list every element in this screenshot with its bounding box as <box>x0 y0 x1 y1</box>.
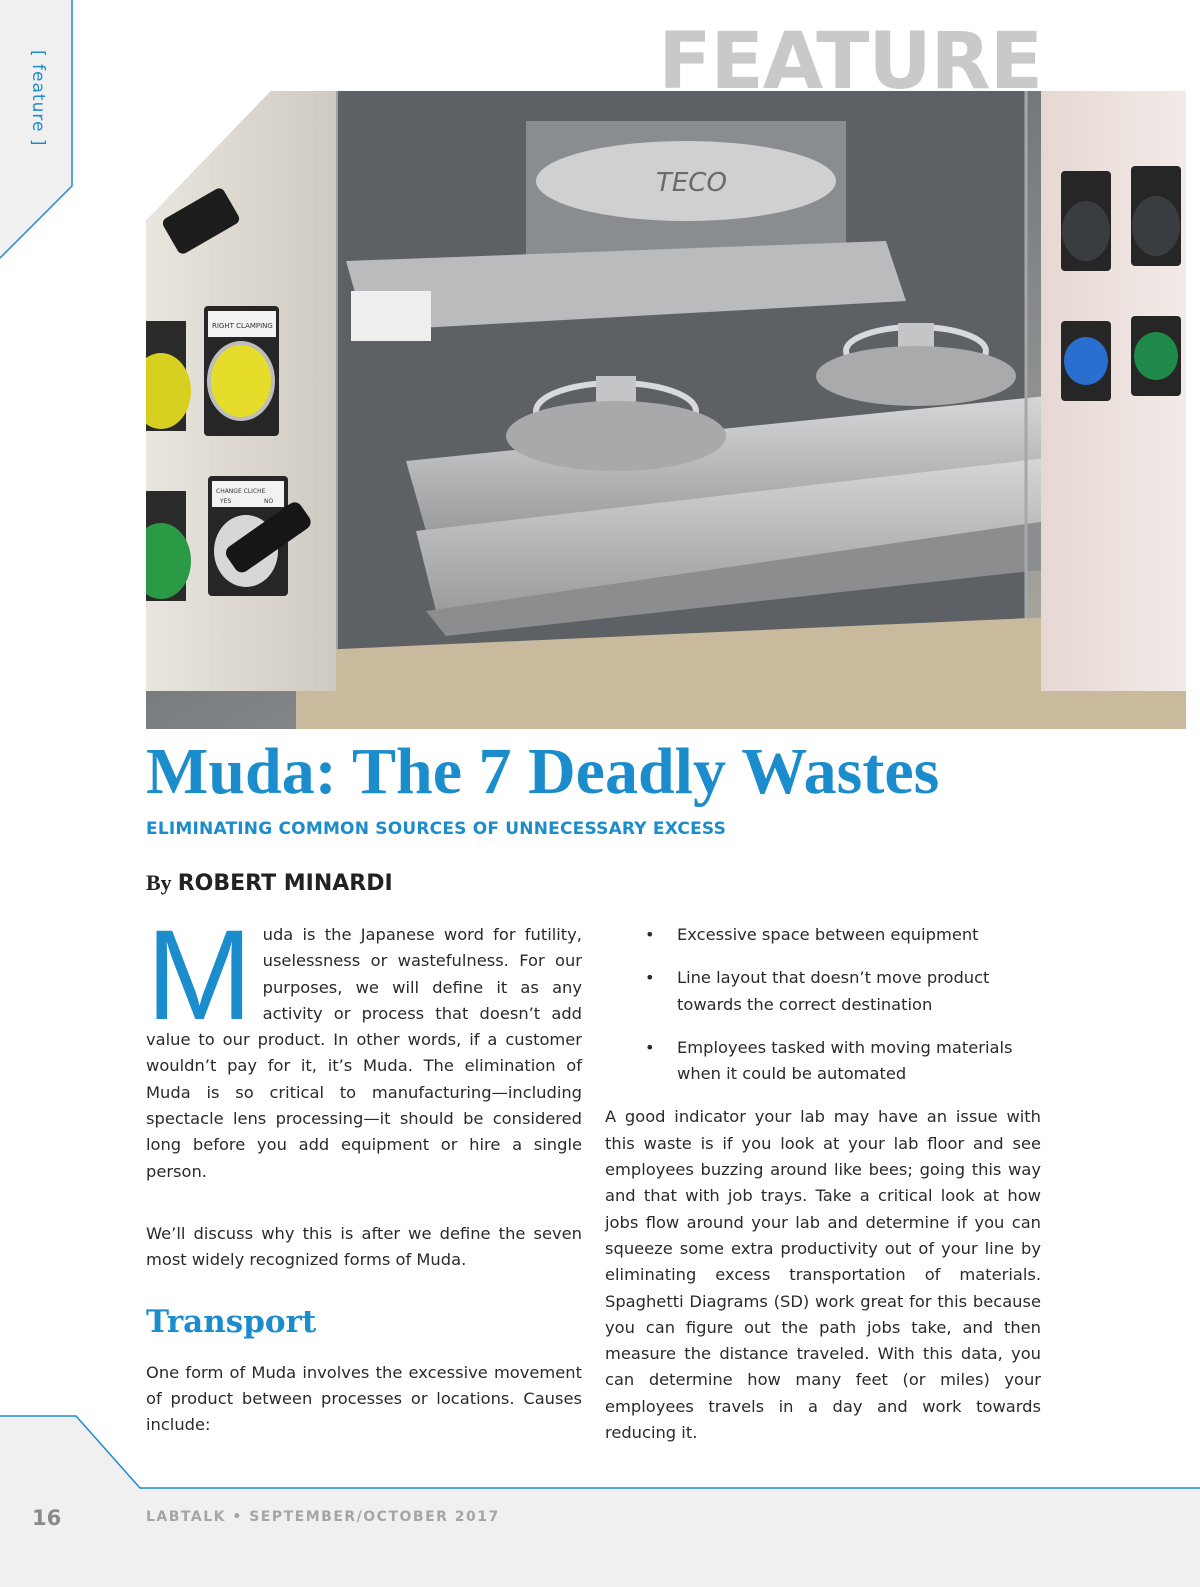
section-label <box>24 50 50 170</box>
machine-illustration <box>146 91 1186 729</box>
section-heading-transport: Transport <box>146 1303 317 1340</box>
transport-paragraph: One form of Muda involves the excessive movement of product between processes or locations. Causes include: <box>146 1362 582 1435</box>
list-item-text: Excessive space between equipment <box>677 925 979 944</box>
list-item <box>605 965 1041 1018</box>
causes-list <box>605 922 1041 1087</box>
subtitle: ELIMINATING COMMON SOURCES OF UNNECESSARY EXCESS <box>146 819 727 839</box>
section-label-text: [ feature ] <box>28 50 48 147</box>
page-number: 16 <box>32 1506 62 1530</box>
footer-rule <box>0 1400 1200 1500</box>
publication-info: LABTALK • SEPTEMBER/OCTOBER 2017 <box>146 1509 500 1525</box>
intro-paragraph <box>146 904 582 1185</box>
footer-band <box>0 1489 1200 1587</box>
list-item-text: Line layout that doesn’t move product towards the correct destination <box>677 968 990 1014</box>
byline <box>146 870 393 896</box>
bullet-icon: • <box>645 1037 655 1057</box>
byline-prefix: By <box>146 870 172 895</box>
bullet-icon: • <box>645 925 655 944</box>
intro-paragraph-text: uda is the Japanese word for futility, uselessness or wastefulness. For our purposes, we will define it as any activity or process that doesn’t add value to our product. In other words, if a customer wouldn’t pay for it, it’s Muda. The elimination of Muda is so critical to manufacturing—including spectacle lens processing—it should be considered long before you add equipment or hire a single person. <box>146 925 582 1181</box>
left-column <box>146 904 582 1438</box>
list-item <box>605 1035 1041 1088</box>
list-item-text: Employees tasked with moving materials when it could be automated <box>677 1037 1013 1084</box>
indicator-paragraph: A good indicator your lab may have an issue with this waste is if you look at your lab floor and see employees buzzing around like bees; going this way and that with job trays. Take a critical look at how jobs flow around your lab and determine if you can squeeze some extra productivity out of your line by eliminating excess transportation of materials. Spaghetti Diagrams (SD) work great for this because you can figure out the path jobs take, and then measure the distance traveled. With this data, you can determine how many feet (or miles) your employees travels in a day and work towards reducing it. <box>605 1107 1041 1443</box>
header-word: FEATURE <box>658 17 1042 107</box>
switch-label-text: CHANGE CLICHE <box>216 488 266 495</box>
page-title: Muda: The 7 Deadly Wastes <box>146 735 940 808</box>
drop-cap: M <box>146 904 253 1047</box>
teco-label: TECO <box>656 168 727 198</box>
hero-photo <box>146 91 1186 729</box>
button-label-text: RIGHT CLAMPING <box>212 322 273 330</box>
right-column <box>605 922 1041 1446</box>
switch-no-text: NO <box>264 498 274 505</box>
switch-yes-text: YES <box>220 498 232 505</box>
bullet-icon: • <box>645 968 655 988</box>
list-item <box>605 922 1041 948</box>
definition-paragraph: We’ll discuss why this is after we define the seven most widely recognized forms of Muda. <box>146 1223 582 1270</box>
author-name: ROBERT MINARDI <box>177 871 393 896</box>
